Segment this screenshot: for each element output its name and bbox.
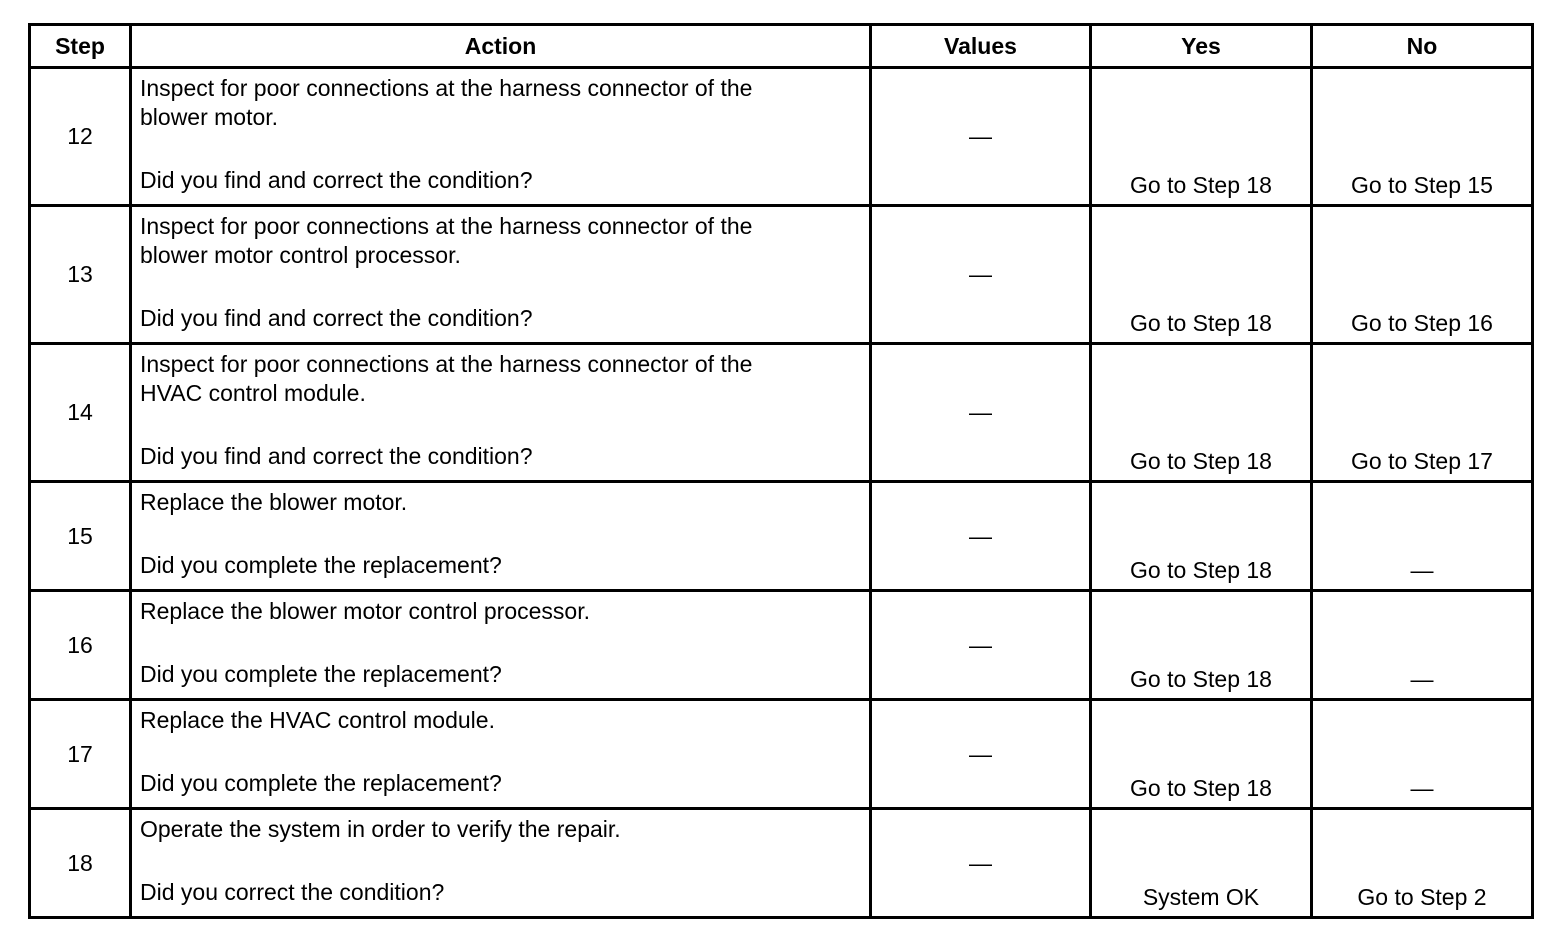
values-cell: —: [871, 809, 1091, 918]
yes-link[interactable]: Go to Step 18: [1091, 591, 1312, 700]
yes-link[interactable]: Go to Step 18: [1091, 482, 1312, 591]
action-cell: [131, 206, 871, 344]
no-value: —: [1312, 482, 1533, 591]
question-text: Did you find and correct the condition?: [140, 167, 533, 193]
header-step: Step: [30, 25, 131, 68]
action-cell: [131, 700, 871, 809]
system-ok-text: System OK: [1091, 809, 1312, 918]
question-text: Did you complete the replacement?: [140, 770, 502, 796]
table-row: [30, 809, 1533, 918]
header-values: Values: [871, 25, 1091, 68]
no-link[interactable]: Go to Step 17: [1312, 344, 1533, 482]
values-cell: —: [871, 344, 1091, 482]
no-link[interactable]: Go to Step 15: [1312, 68, 1533, 206]
step-cell: 14: [30, 344, 131, 482]
yes-link[interactable]: Go to Step 18: [1091, 700, 1312, 809]
question-text: Did you find and correct the condition?: [140, 443, 533, 469]
values-cell: —: [871, 206, 1091, 344]
table-row: [30, 700, 1533, 809]
action-cell: [131, 68, 871, 206]
no-link[interactable]: Go to Step 2: [1312, 809, 1533, 918]
header-action: Action: [131, 25, 871, 68]
question-text: Did you complete the replacement?: [140, 552, 502, 578]
values-cell: —: [871, 68, 1091, 206]
action-cell: [131, 344, 871, 482]
action-text: Replace the HVAC control module.: [140, 707, 495, 733]
action-text: Operate the system in order to verify the repair.: [140, 816, 621, 842]
step-cell: 15: [30, 482, 131, 591]
action-text: Replace the blower motor control processor.: [140, 598, 590, 624]
question-text: Did you complete the replacement?: [140, 661, 502, 687]
header-yes: Yes: [1091, 25, 1312, 68]
yes-link[interactable]: Go to Step 18: [1091, 206, 1312, 344]
question-text: Did you correct the condition?: [140, 879, 445, 905]
step-cell: 17: [30, 700, 131, 809]
step-cell: 13: [30, 206, 131, 344]
action-cell: [131, 809, 871, 918]
step-cell: 16: [30, 591, 131, 700]
table-body: [30, 68, 1533, 918]
values-cell: —: [871, 482, 1091, 591]
table-row: [30, 482, 1533, 591]
table-row: [30, 344, 1533, 482]
step-cell: 18: [30, 809, 131, 918]
values-cell: —: [871, 700, 1091, 809]
action-cell: [131, 591, 871, 700]
no-value: —: [1312, 700, 1533, 809]
yes-link[interactable]: Go to Step 18: [1091, 344, 1312, 482]
table-row: [30, 206, 1533, 344]
header-no: No: [1312, 25, 1533, 68]
step-cell: 12: [30, 68, 131, 206]
no-link[interactable]: Go to Step 16: [1312, 206, 1533, 344]
action-text: Replace the blower motor.: [140, 489, 408, 515]
question-text: Did you find and correct the condition?: [140, 305, 533, 331]
diagnostic-table: [28, 23, 1534, 919]
table-row: [30, 68, 1533, 206]
yes-link[interactable]: Go to Step 18: [1091, 68, 1312, 206]
no-value: —: [1312, 591, 1533, 700]
action-text: Inspect for poor connections at the harness connector of the blower motor.: [140, 75, 753, 130]
action-text: Inspect for poor connections at the harness connector of the HVAC control module.: [140, 351, 753, 406]
table-row: [30, 591, 1533, 700]
header-row: [30, 25, 1533, 68]
values-cell: —: [871, 591, 1091, 700]
action-cell: [131, 482, 871, 591]
action-text: Inspect for poor connections at the harness connector of the blower motor control processor.: [140, 213, 753, 268]
table-header: [30, 25, 1533, 68]
